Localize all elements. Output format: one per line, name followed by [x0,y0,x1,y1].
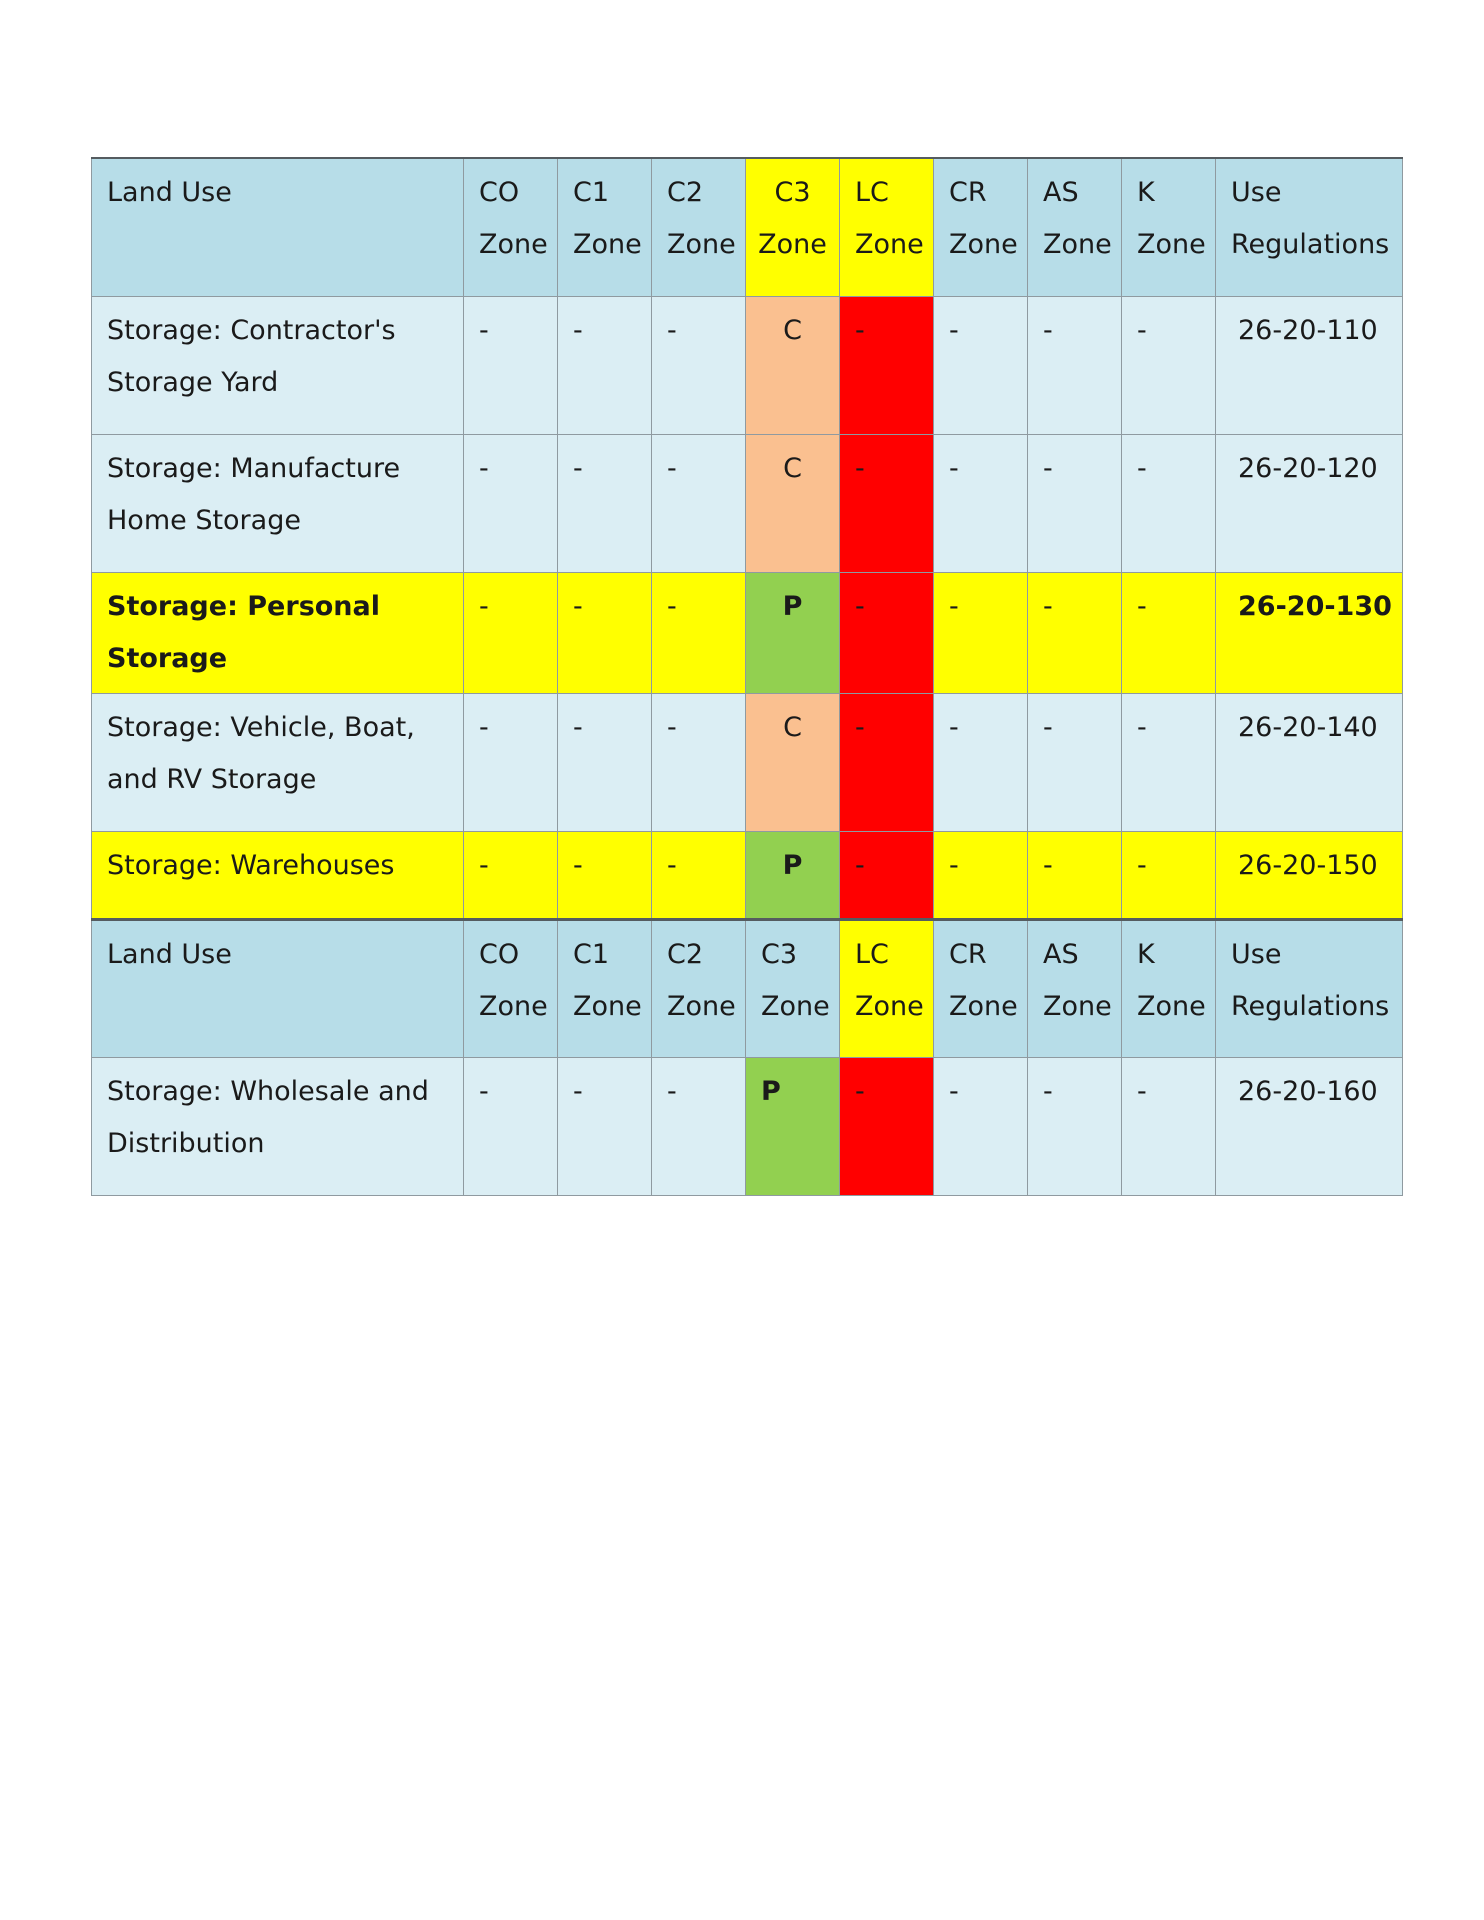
c2-zone-cell: - [652,434,746,572]
k-zone-cell: - [1122,831,1216,919]
as-zone-cell: - [1028,296,1122,434]
co-zone-cell: - [464,296,558,434]
land-use-cell: Storage: Warehouses [92,831,464,919]
co-zone-cell: - [464,572,558,693]
use-regulation-cell: 26-20-120 [1216,434,1403,572]
c3-zone-cell: P [746,1057,840,1195]
c1-zone-cell: - [558,693,652,831]
table-row [92,831,1403,919]
land-use-zoning-table [91,157,1403,1196]
c1-zone-cell: - [558,1057,652,1195]
header-co-zone: CO Zone [464,919,558,1057]
header-lc-zone: LC Zone [840,158,934,296]
table-row [92,1057,1403,1195]
use-regulation-cell: 26-20-140 [1216,693,1403,831]
header-as-zone: AS Zone [1028,158,1122,296]
table-header-row-repeat [92,919,1403,1057]
c3-zone-cell: P [746,572,840,693]
c2-zone-cell: - [652,572,746,693]
lc-zone-cell: - [840,434,934,572]
as-zone-cell: - [1028,572,1122,693]
cr-zone-cell: - [934,572,1028,693]
k-zone-cell: - [1122,572,1216,693]
cr-zone-cell: - [934,1057,1028,1195]
c3-zone-cell: C [746,296,840,434]
header-lc-zone: LC Zone [840,919,934,1057]
table-row [92,693,1403,831]
table-row [92,296,1403,434]
table-row [92,434,1403,572]
header-as-zone: AS Zone [1028,919,1122,1057]
cr-zone-cell: - [934,434,1028,572]
lc-zone-cell: - [840,693,934,831]
co-zone-cell: - [464,434,558,572]
c2-zone-cell: - [652,1057,746,1195]
header-c3-zone: C3 Zone [746,158,840,296]
header-c3-zone: C3 Zone [746,919,840,1057]
cr-zone-cell: - [934,296,1028,434]
use-regulation-cell: 26-20-110 [1216,296,1403,434]
c2-zone-cell: - [652,296,746,434]
header-k-zone: K Zone [1122,158,1216,296]
land-use-cell: Storage: Vehicle, Boat, and RV Storage [92,693,464,831]
use-regulation-cell: 26-20-150 [1216,831,1403,919]
c1-zone-cell: - [558,434,652,572]
k-zone-cell: - [1122,434,1216,572]
as-zone-cell: - [1028,693,1122,831]
as-zone-cell: - [1028,1057,1122,1195]
use-regulation-cell: 26-20-160 [1216,1057,1403,1195]
cr-zone-cell: - [934,831,1028,919]
header-land-use: Land Use [92,158,464,296]
c2-zone-cell: - [652,831,746,919]
header-use-regulations: Use Regulations [1216,158,1403,296]
lc-zone-cell: - [840,296,934,434]
c1-zone-cell: - [558,831,652,919]
c3-zone-cell: P [746,831,840,919]
header-c1-zone: C1 Zone [558,158,652,296]
land-use-cell: Storage: Personal Storage [92,572,464,693]
header-land-use: Land Use [92,919,464,1057]
header-c2-zone: C2 Zone [652,158,746,296]
as-zone-cell: - [1028,434,1122,572]
header-c2-zone: C2 Zone [652,919,746,1057]
land-use-cell: Storage: Wholesale and Distribution [92,1057,464,1195]
c3-zone-cell: C [746,434,840,572]
c3-zone-cell: C [746,693,840,831]
lc-zone-cell: - [840,831,934,919]
co-zone-cell: - [464,1057,558,1195]
c1-zone-cell: - [558,296,652,434]
land-use-cell: Storage: Manufacture Home Storage [92,434,464,572]
header-k-zone: K Zone [1122,919,1216,1057]
header-cr-zone: CR Zone [934,158,1028,296]
header-use-regulations: Use Regulations [1216,919,1403,1057]
header-cr-zone: CR Zone [934,919,1028,1057]
land-use-cell: Storage: Contractor's Storage Yard [92,296,464,434]
co-zone-cell: - [464,831,558,919]
lc-zone-cell: - [840,1057,934,1195]
use-regulation-cell: 26-20-130 [1216,572,1403,693]
table-row [92,572,1403,693]
header-c1-zone: C1 Zone [558,919,652,1057]
k-zone-cell: - [1122,296,1216,434]
lc-zone-cell: - [840,572,934,693]
table-header-row [92,158,1403,296]
header-co-zone: CO Zone [464,158,558,296]
k-zone-cell: - [1122,693,1216,831]
co-zone-cell: - [464,693,558,831]
c2-zone-cell: - [652,693,746,831]
c1-zone-cell: - [558,572,652,693]
as-zone-cell: - [1028,831,1122,919]
cr-zone-cell: - [934,693,1028,831]
k-zone-cell: - [1122,1057,1216,1195]
